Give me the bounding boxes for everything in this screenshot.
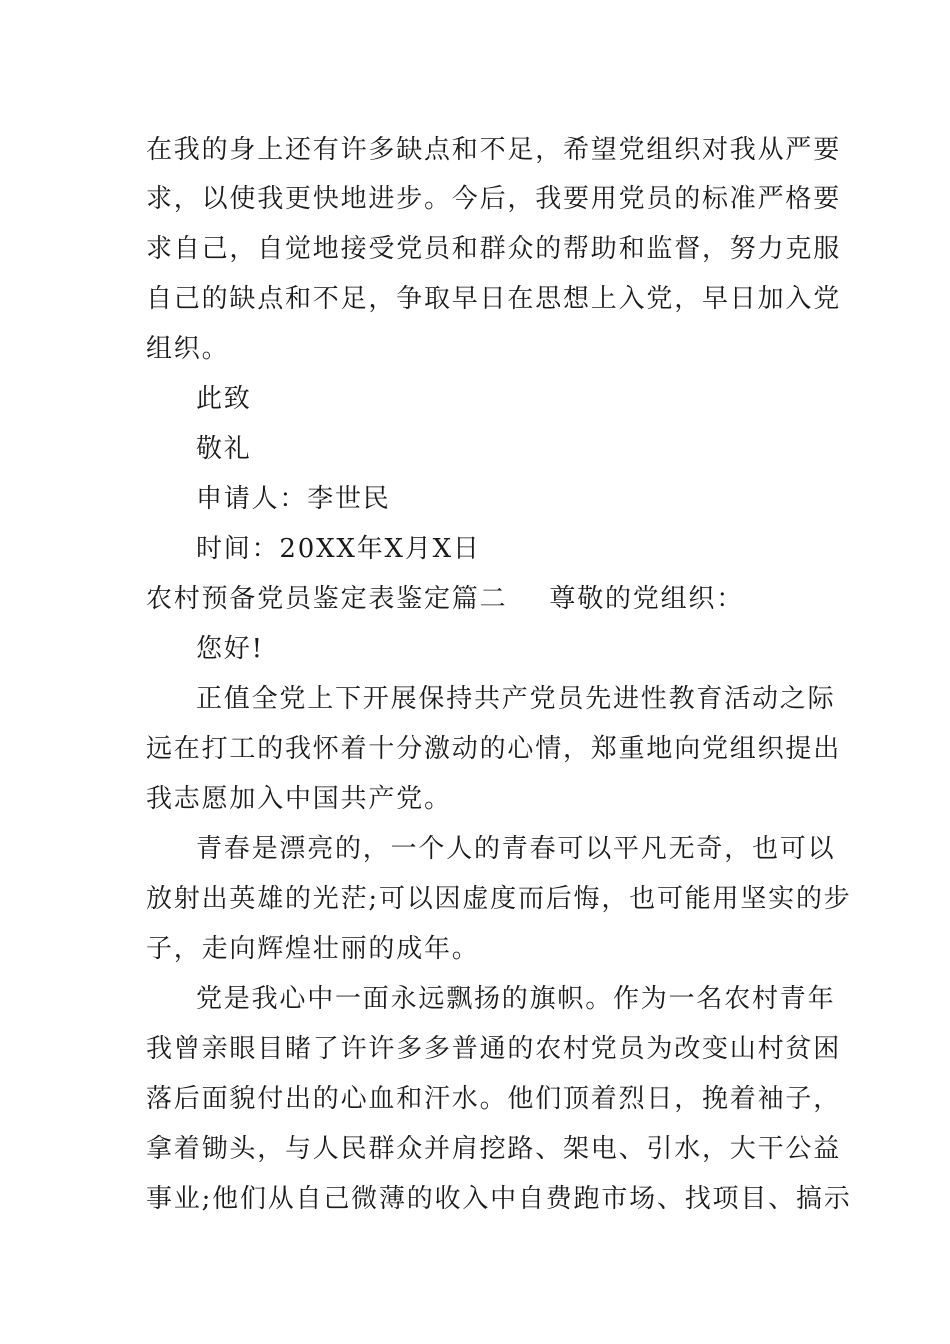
text-line: 拿着锄头，与人民群众并肩挖路、架电、引水，大干公益 xyxy=(146,1134,842,1164)
text-line: 正值全党上下开展保持共产党员先进性教育活动之际 xyxy=(196,684,836,714)
greeting-recipient: 尊敬的党组织： xyxy=(549,584,745,614)
text-line: 子，走向辉煌壮丽的成年。 xyxy=(146,934,480,964)
text-line: 党是我心中一面永远飘扬的旗帜。作为一名农村青年 xyxy=(196,984,836,1014)
text-line: 求，以使我更快地进步。今后，我要用党员的标准严格要 xyxy=(146,184,842,214)
date-line: 时间：20XX年X月X日 xyxy=(196,534,481,564)
text-line: 求自己，自觉地接受党员和群众的帮助和监督，努力克服 xyxy=(146,234,842,264)
text-line: 事业;他们从自己微薄的收入中自费跑市场、找项目、搞示 xyxy=(146,1184,852,1214)
text-line: 组织。 xyxy=(146,334,230,364)
greeting: 您好! xyxy=(196,634,264,664)
text-line: 远在打工的我怀着十分激动的心情，郑重地向党组织提出 xyxy=(146,734,842,764)
closing-phrase: 此致 xyxy=(196,384,252,414)
applicant-name: 申请人：李世民 xyxy=(196,484,391,514)
text-line: 我曾亲眼目睹了许许多多普通的农村党员为改变山村贫困 xyxy=(146,1034,842,1064)
text-line: 青春是漂亮的，一个人的青春可以平凡无奇，也可以 xyxy=(196,834,836,864)
text-line: 我志愿加入中国共产党。 xyxy=(146,784,452,814)
salutation: 敬礼 xyxy=(196,434,252,464)
text-line: 自己的缺点和不足，争取早日在思想上入党，早日加入党 xyxy=(146,284,842,314)
section-heading: 农村预备党员鉴定表鉴定篇二 xyxy=(146,584,508,614)
section-heading-row xyxy=(146,584,744,614)
text-line: 放射出英雄的光茫;可以因虚度而后悔，也可能用坚实的步 xyxy=(146,884,852,914)
text-line: 在我的身上还有许多缺点和不足，希望党组织对我从严要 xyxy=(146,135,842,165)
text-line: 落后面貌付出的心血和汗水。他们顶着烈日，挽着袖子， xyxy=(146,1084,842,1114)
